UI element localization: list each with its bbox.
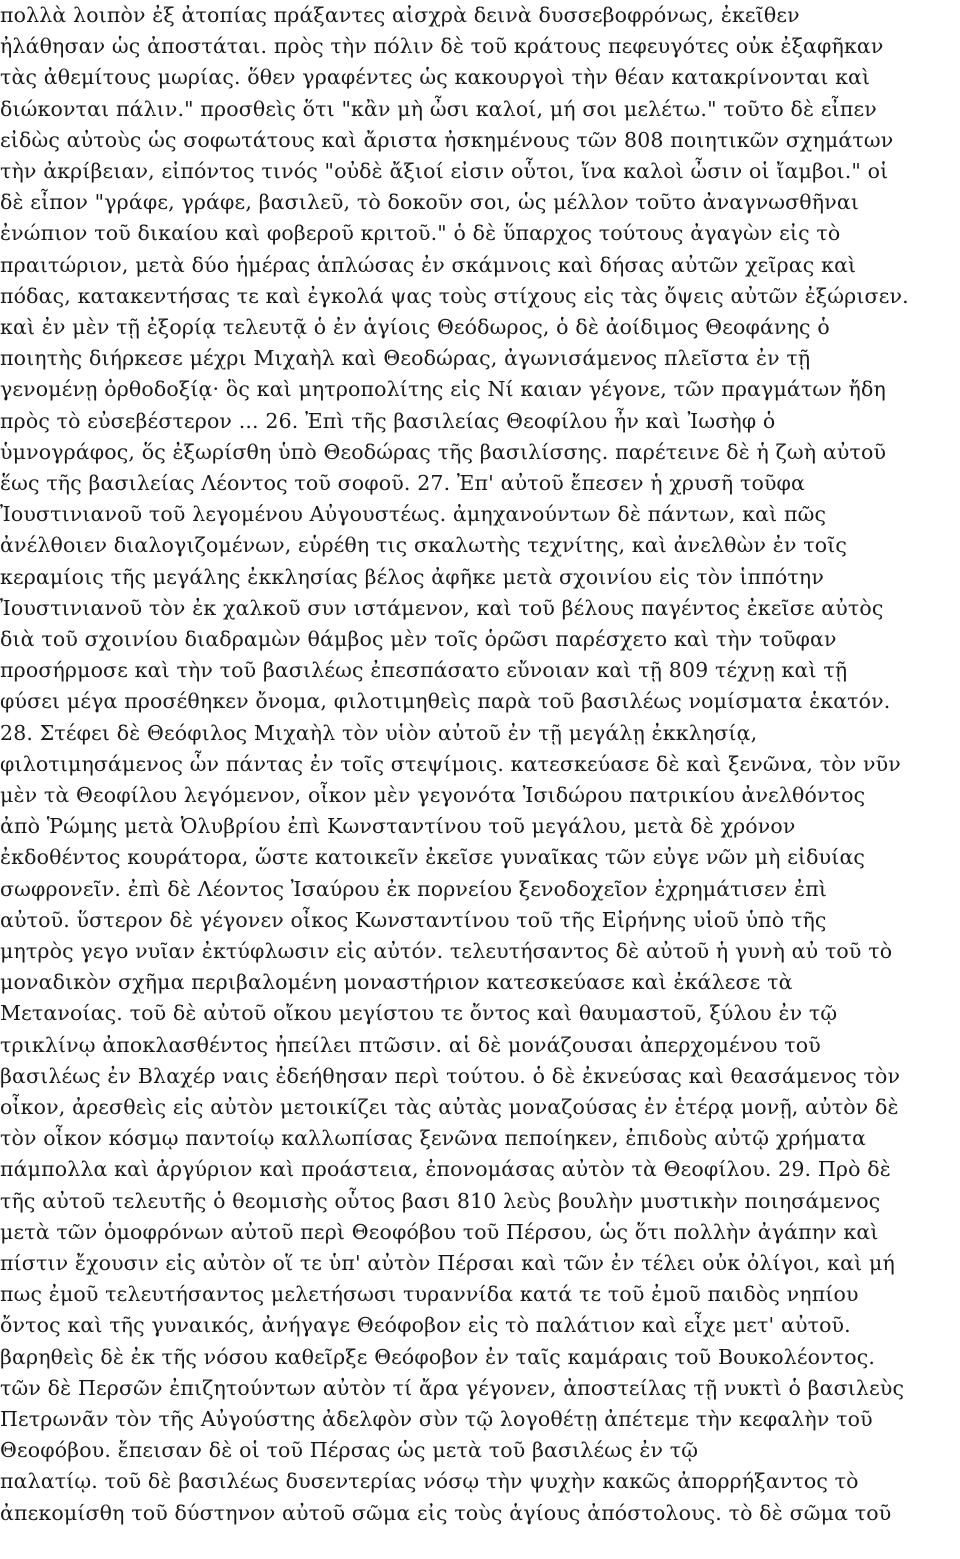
text-line: ἐκδοθέντος κουράτορα, ὥστε κατοικεῖν ἐκεῖσε γυναῖκας τῶν εὐγε νῶν μὴ εἰδυίας xyxy=(0,845,866,870)
text-line: τὴν ἀκρίβειαν, εἰπόντος τινός "οὐδὲ ἄξιοί εἰσιν οὗτοι, ἵνα καλοὶ ὦσιν οἱ ἴαμβοι." οἱ xyxy=(0,159,889,183)
text-line: Ἰουστινιανοῦ τὸν ἐκ χαλκοῦ συν ιστάμενον, καὶ τοῦ βέλους παγέντος ἐκεῖσε αὐτὸς xyxy=(0,595,884,620)
text-line: τρικλίνῳ ἀποκλασθέντος ἠπείλει πτῶσιν. αἱ δὲ μονάζουσαι ἀπερχομένου τοῦ xyxy=(0,1032,821,1057)
text-line: Πετρωνᾶν τὸν τῆς Αὐγούστης ἀδελφὸν σὺν τῷ λογοθέτῃ ἀπέτεμε τὴν κεφαλὴν τοῦ xyxy=(0,1407,873,1431)
text-line: ἐνώπιον τοῦ δικαίου καὶ φοβεροῦ κριτοῦ." ὁ δὲ ὕπαρχος τούτους ἀγαγὼν εἰς τὸ xyxy=(0,221,841,246)
text-line: Ἰουστινιανοῦ τοῦ λεγομένου Αὐγουστέως. ἀμηχανούντων δὲ πάντων, καὶ πῶς xyxy=(0,502,827,527)
text-line: πραιτώριον, μετὰ δύο ἡμέρας ἁπλώσας ἐν σκάμνοις καὶ δήσας αὐτῶν χεῖρας καὶ xyxy=(0,252,857,277)
text-line: ἠλάθησαν ὡς ἀποστάται. πρὸς τὴν πόλιν δὲ τοῦ κράτους πεφευγότες οὐκ ἐξαφῆκαν xyxy=(0,34,884,59)
text-line: Μετανοίας. τοῦ δὲ αὐτοῦ οἴκου μεγίστου τε ὄντος καὶ θαυμαστοῦ, ξύλου ἐν τῷ xyxy=(0,1001,838,1026)
text-line: μητρὸς γεγο νυῖαν ἐκτύφλωσιν εἰς αὐτόν. τελευτήσαντος δὲ αὐτοῦ ἡ γυνὴ αὐ τοῦ τὸ xyxy=(0,939,893,963)
text-line: ἕως τῆς βασιλείας Λέοντος τοῦ σοφοῦ. 27. Ἐπ' αὐτοῦ ἔπεσεν ἡ χρυσῆ τοῦφα xyxy=(0,471,806,495)
text-line: τὸν οἶκον κόσμῳ παντοίῳ καλλωπίσας ξενῶνα πεποίηκεν, ἐπιδοὺς αὐτῷ χρήματα xyxy=(0,1126,866,1151)
text-line: καὶ ἐν μὲν τῇ ἐξορίᾳ τελευτᾷ ὁ ἐν ἁγίοις Θεόδωρος, ὁ δὲ ἀοίδιμος Θεοφάνης ὁ xyxy=(0,315,830,339)
text-line: αὐτοῦ. ὕστερον δὲ γέγονεν οἶκος Κωνσταντίνου τοῦ τῆς Εἰρήνης υἱοῦ ὑπὸ τῆς xyxy=(0,907,827,932)
text-line: εἰδὼς αὐτοὺς ὡς σοφωτάτους καὶ ἄριστα ἠσκημένους τῶν 808 ποιητικῶν σχημάτων xyxy=(0,127,894,152)
text-line: φιλοτιμησάμενος ὧν πάντας ἐν τοῖς στεψίμοις. κατεσκεύασε δὲ καὶ ξενῶνα, τὸν νῦν xyxy=(0,751,901,776)
text-line: ἀνέλθοιεν διαλογιζομένων, εὑρέθη τις σκαλωτὴς τεχνίτης, καὶ ἀνελθὼν ἐν τοῖς xyxy=(0,533,848,558)
text-line: πάμπολλα καὶ ἀργύριον καὶ προάστεια, ἐπονομάσας αὐτὸν τὰ Θεοφίλου. 29. Πρὸ δὲ xyxy=(0,1157,891,1182)
text-line: βασιλέως ἐν Βλαχέρ ναις ἐδεήθησαν περὶ τούτου. ὁ δὲ ἐκνεύσας καὶ θεασάμενος τὸν xyxy=(0,1063,901,1088)
text-line: τὰς ἀθεμίτους μωρίας. ὅθεν γραφέντες ὡς κακουργοὶ τὴν θέαν κατακρίνονται καὶ xyxy=(0,65,871,90)
text-line: ἀπὸ Ῥώμης μετὰ Ὀλυβρίου ἐπὶ Κωνσταντίνου τοῦ μεγάλου, μετὰ δὲ χρόνον xyxy=(0,814,796,839)
text-line: προσήρμοσε καὶ τὴν τοῦ βασιλέως ἐπεσπάσατο εὔνοιαν καὶ τῇ 809 τέχνῃ καὶ τῇ xyxy=(0,658,848,683)
text-line: βαρηθεὶς δὲ ἐκ τῆς νόσου καθεῖρξε Θεόφοβον ἐν ταῖς καμάραις τοῦ Βουκολέοντος. xyxy=(0,1344,876,1369)
text-line: ποιητὴς διήρκεσε μέχρι Μιχαὴλ καὶ Θεοδώρας, ἀγωνισάμενος πλεῖστα ἐν τῇ xyxy=(0,346,811,371)
text-line: τῆς αὐτοῦ τελευτῆς ὁ θεομισὴς οὗτος βασι 810 λεὺς βουλὴν μυστικὴν ποιησάμενος xyxy=(0,1188,881,1213)
text-line: διὰ τοῦ σχοινίου διαδραμὼν θάμβος μὲν τοῖς ὁρῶσι παρέσχετο καὶ τὴν τοῦφαν xyxy=(0,627,837,651)
text-line: διώκονται πάλιν." προσθεὶς ὅτι "κἂν μὴ ὦσι καλοί, μή σοι μελέτω." τοῦτο δὲ εἶπεν xyxy=(0,96,877,121)
text-line: πρὸς τὸ εὐσεβέστερον ... 26. Ἐπὶ τῆς βασιλείας Θεοφίλου ἦν καὶ Ἰωσὴφ ὁ xyxy=(0,408,776,433)
text-line: σωφρονεῖν. ἐπὶ δὲ Λέοντος Ἰσαύρου ἐκ πορνείου ξενοδοχεῖον ἐχρημάτισεν ἐπὶ xyxy=(0,876,828,901)
text-line: ὄντος καὶ τῆς γυναικός, ἀνήγαγε Θεόφοβον εἰς τὸ παλάτιον καὶ εἶχε μετ' αὐτοῦ. xyxy=(0,1313,851,1338)
text-line: πολλὰ λοιπὸν ἐξ ἀτοπίας πράξαντες αἰσχρὰ δεινὰ δυσσεβοφρόνως, ἐκεῖθεν xyxy=(0,3,800,27)
text-line: πόδας, κατακεντήσας τε καὶ ἐγκολά ψας τοὺς στίχους εἰς τὰς ὄψεις αὐτῶν ἐξώρισεν. xyxy=(0,283,909,308)
text-line: οἶκον, ἀρεσθεὶς εἰς αὐτὸν μετοικίζει τὰς αὐτὰς μοναζούσας ἐν ἑτέρᾳ μονῇ, αὐτὸν δὲ xyxy=(0,1095,899,1119)
text-line: τῶν δὲ Περσῶν ἐπιζητούντων αὐτὸν τί ἄρα γέγονεν, ἀποστείλας τῇ νυκτὶ ὁ βασιλεὺς xyxy=(0,1375,905,1400)
text-line: δὲ εἶπον "γράφε, γράφε, βασιλεῦ, τὸ δοκοῦν σοι, ὡς μέλλον τοῦτο ἀναγνωσθῆναι xyxy=(0,190,860,215)
text-line: Θεοφόβου. ἔπεισαν δὲ οἱ τοῦ Πέρσας ὡς μετὰ τοῦ βασιλέως ἐν τῷ xyxy=(0,1438,699,1463)
text-line: μὲν τὰ Θεοφίλου λεγόμενον, οἶκον μὲν γεγονότα Ἰσιδώρου πατρικίου ἀνελθόντος xyxy=(0,783,866,807)
text-line: ἀπεκομίσθη τοῦ δύστηνον αὐτοῦ σῶμα εἰς τοὺς ἁγίους ἀπόστολους. τὸ δὲ σῶμα τοῦ xyxy=(0,1500,892,1525)
text-line: γενομένῃ ὀρθοδοξίᾳ· ὃς καὶ μητροπολίτης εἰς Νί καιαν γέγονε, τῶν πραγμάτων ἤδη xyxy=(0,377,886,402)
text-line: 28. Στέφει δὲ Θεόφιλος Μιχαὴλ τὸν υἱὸν αὐτοῦ ἐν τῇ μεγάλῃ ἐκκλησίᾳ, xyxy=(0,720,758,745)
text-line: φύσει μέγα προσέθηκεν ὄνομα, φιλοτιμηθεὶς παρὰ τοῦ βασιλέως νομίσματα ἑκατόν. xyxy=(0,689,891,714)
text-line: ὑμνογράφος, ὅς ἐξωρίσθη ὑπὸ Θεοδώρας τῆς βασιλίσσης. παρέτεινε δὲ ἡ ζωὴ αὐτοῦ xyxy=(0,439,887,464)
text-line: μετὰ τῶν ὁμοφρόνων αὐτοῦ περὶ Θεοφόβου τοῦ Πέρσου, ὡς ὅτι πολλὴν ἀγάπην καὶ xyxy=(0,1219,879,1244)
text-line: πως ἐμοῦ τελευτήσαντος μελετήσωσι τυραννίδα κατά τε τοῦ ἐμοῦ παιδὸς νηπίου xyxy=(0,1282,859,1307)
text-line: μοναδικὸν σχῆμα περιβαλομένη μοναστήριον κατεσκεύασε καὶ ἐκάλεσε τὰ xyxy=(0,970,793,995)
text-line: κεραμίοις τῆς μεγάλης ἐκκλησίας βέλος ἀφῆκε μετὰ σχοινίου εἰς τὸν ἱππότην xyxy=(0,564,824,589)
text-line: παλατίῳ. τοῦ δὲ βασιλέως δυσεντερίας νόσῳ τὴν ψυχὴν κακῶς ἀπορρήξαντος τὸ xyxy=(0,1469,859,1494)
text-line: πίστιν ἔχουσιν εἰς αὐτὸν οἵ τε ὑπ' αὐτὸν Πέρσαι καὶ τῶν ἐν τέλει οὐκ ὀλίγοι, καὶ μή xyxy=(0,1251,895,1275)
